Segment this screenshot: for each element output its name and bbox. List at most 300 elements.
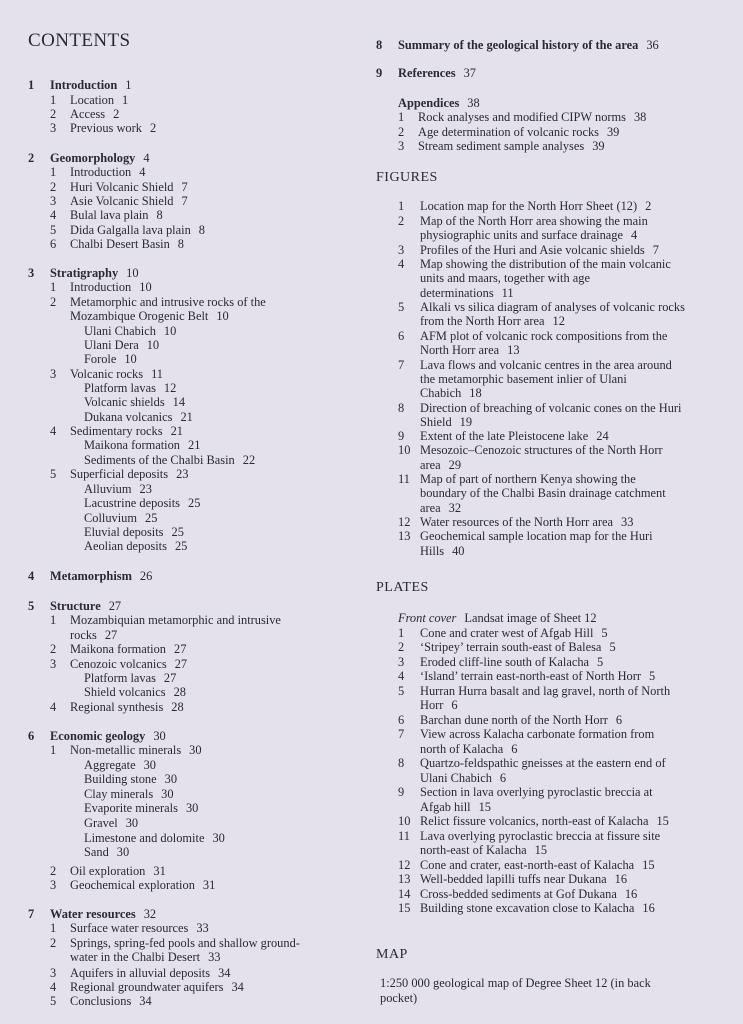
entry-title: Aquifers in alluvial deposits	[70, 966, 211, 980]
contents-entry	[50, 194, 188, 209]
plate-title: Afgab hill	[420, 800, 471, 814]
entry-page-number: 21	[188, 438, 201, 452]
entry-page-number: 30	[189, 743, 202, 757]
entry-page-number: 7	[181, 180, 188, 194]
entry-page-number: 39	[606, 125, 620, 139]
plate-entry	[398, 858, 655, 873]
contents-entry	[50, 424, 183, 439]
contents-entry	[50, 921, 209, 936]
entry-number: 2	[50, 864, 57, 878]
figure-title: units and maars, together with age	[420, 271, 590, 285]
entry-title: rocks	[70, 628, 97, 642]
plate-entry	[398, 727, 654, 742]
figure-entry	[398, 358, 672, 373]
figure-page-number: 7	[652, 243, 659, 257]
figure-page-number: 32	[448, 501, 462, 515]
entry-number: 6	[50, 237, 57, 251]
plate-page-number: 5	[649, 669, 656, 683]
plate-entry	[420, 742, 517, 757]
entry-title: Stratigraphy	[50, 266, 119, 280]
figure-title: AFM plot of volcanic rock compositions from the	[420, 329, 668, 343]
entry-title: Ulani Dera	[84, 338, 139, 352]
plate-title: Cross-bedded sediments at Gof Dukana	[420, 887, 617, 901]
figure-title: Map of part of northern Kenya showing the	[420, 472, 636, 486]
entry-title: Bulal lava plain	[70, 208, 149, 222]
figure-entry	[420, 544, 465, 559]
entry-title: Building stone	[84, 772, 157, 786]
entry-page-number: 14	[172, 395, 186, 409]
entry-number: 2	[50, 936, 57, 950]
entry-title: Metamorphic and intrusive rocks of the	[70, 295, 266, 309]
figure-entry	[398, 429, 609, 444]
plate-page-number: 6	[615, 713, 623, 727]
entry-number: 2	[398, 125, 405, 139]
entry-number: 4	[50, 424, 57, 438]
entry-number: 5	[50, 994, 57, 1008]
figure-title: Chabich	[420, 386, 462, 400]
contents-entry	[70, 309, 229, 324]
plates-heading: PLATES	[376, 580, 429, 595]
entry-title: Sediments of the Chalbi Basin	[84, 453, 235, 467]
figure-title: Location map for the North Horr Sheet (12)	[420, 199, 638, 213]
figure-title: area	[420, 501, 441, 515]
entry-title: Stream sediment sample analyses	[418, 139, 585, 153]
plate-entry	[398, 640, 616, 655]
figure-entry	[420, 458, 461, 473]
entry-number: 2	[50, 642, 57, 656]
figure-title: Map of the North Horr area showing the main	[420, 214, 648, 228]
contents-entry	[84, 453, 255, 468]
entry-number: 1	[398, 110, 405, 124]
figure-number: 13	[398, 529, 411, 543]
entry-title: Eluvial deposits	[84, 525, 164, 539]
plate-page-number: 5	[601, 626, 608, 640]
figure-page-number: 2	[645, 199, 652, 213]
contents-entry	[50, 743, 202, 758]
entry-page-number: 31	[202, 878, 216, 892]
figure-page-number: 18	[469, 386, 482, 400]
entry-page-number: 25	[188, 496, 201, 510]
entry-title: Superficial deposits	[70, 467, 169, 481]
plate-page-number: 15	[642, 858, 655, 872]
entry-number: 3	[50, 657, 57, 671]
plate-title: Horr	[420, 698, 444, 712]
plate-entry	[398, 785, 653, 800]
figure-title: Alkali vs silica diagram of analyses of volcanic rocks	[420, 300, 685, 314]
plate-title: Cone and crater, east-north-east of Kalacha	[420, 858, 635, 872]
plate-title: ‘Stripey’ terrain south-east of Balesa	[420, 640, 602, 654]
entry-page-number: 27	[174, 642, 187, 656]
plate-page-number: 5	[609, 640, 616, 654]
map-title: 1:250 000 geological map of Degree Sheet 12 (in back	[380, 976, 651, 990]
figure-title: Direction of breaching of volcanic cones on the Huri	[420, 401, 682, 415]
entry-title: Asie Volcanic Shield	[70, 194, 174, 208]
figure-title: Map showing the distribution of the main volcanic	[420, 257, 671, 271]
entry-title: Ulani Chabich	[84, 324, 156, 338]
figure-number: 5	[398, 300, 405, 314]
figure-title: Shield	[420, 415, 452, 429]
entry-number: 2	[50, 295, 57, 309]
plate-page-number: 6	[511, 742, 518, 756]
entry-number: 5	[28, 599, 35, 613]
figure-entry	[398, 199, 651, 214]
plate-number: 15	[398, 901, 411, 915]
entry-title: Clay minerals	[84, 787, 154, 801]
entry-number: 1	[50, 613, 57, 627]
plate-page-number: 6	[499, 771, 507, 785]
entry-title: Shield volcanics	[84, 685, 166, 699]
contents-entry	[28, 599, 121, 614]
plate-title: Section in lava overlying pyroclastic breccia at	[420, 785, 653, 799]
figure-title: Hills	[420, 544, 445, 558]
figure-entry	[420, 286, 514, 301]
entry-title: Surface water resources	[70, 921, 189, 935]
entry-title: Appendices	[398, 96, 460, 110]
entry-page-number: 12	[163, 381, 177, 395]
contents-entry	[50, 994, 152, 1009]
figure-page-number: 33	[621, 515, 634, 529]
contents-entry	[84, 772, 177, 787]
entry-number: 5	[50, 467, 57, 481]
plate-entry	[398, 655, 603, 670]
entry-number: 3	[50, 367, 57, 381]
entry-page-number: 27	[104, 628, 118, 642]
contents-entry	[84, 410, 193, 425]
plate-entry	[398, 872, 627, 887]
contents-entry	[398, 110, 646, 125]
contents-entry	[84, 816, 138, 831]
contents-entry	[84, 845, 129, 860]
figure-number: 9	[398, 429, 405, 443]
entry-page-number: 31	[153, 864, 166, 878]
entry-number: 3	[28, 266, 35, 280]
entry-page-number: 10	[146, 338, 160, 352]
figure-page-number: 40	[452, 544, 465, 558]
figure-entry	[420, 271, 590, 286]
contents-entry	[50, 93, 128, 108]
entry-page-number: 11	[151, 367, 163, 381]
entry-title: Introduction	[50, 78, 118, 92]
contents-entry	[50, 180, 188, 195]
contents-entry	[84, 787, 174, 802]
entry-title: Volcanic rocks	[70, 367, 144, 381]
plate-number: 14	[398, 887, 411, 901]
entry-page-number: 10	[124, 352, 137, 366]
plate-page-number: 16	[614, 872, 628, 886]
plate-entry	[420, 800, 491, 815]
entry-number: 3	[50, 966, 57, 980]
contents-entry	[84, 831, 225, 846]
contents-entry	[50, 280, 152, 295]
entry-title: Introduction	[70, 280, 132, 294]
entry-title: Previous work	[70, 121, 142, 135]
entry-title: Dida Galgalla lava plain	[70, 223, 191, 237]
entry-title: Colluvium	[84, 511, 138, 525]
entry-page-number: 21	[170, 424, 183, 438]
entry-page-number: 34	[231, 980, 244, 994]
plate-page-number: 15	[656, 814, 669, 828]
contents-entry	[70, 628, 117, 643]
page-title: CONTENTS	[28, 30, 131, 51]
plate-entry	[398, 611, 597, 626]
contents-entry	[84, 525, 184, 540]
figure-entry	[398, 300, 685, 315]
plate-number: Front cover	[398, 611, 457, 625]
plate-number: 2	[398, 640, 405, 654]
contents-entry	[50, 613, 281, 628]
entry-page-number: 36	[646, 38, 659, 52]
plate-page-number: 15	[534, 843, 548, 857]
contents-entry	[84, 482, 152, 497]
entry-title: Geochemical exploration	[70, 878, 195, 892]
figure-number: 2	[398, 214, 405, 228]
entry-page-number: 22	[242, 453, 256, 467]
entry-number: 8	[376, 38, 383, 52]
entry-page-number: 37	[463, 66, 476, 80]
entry-number: 7	[28, 907, 35, 921]
figure-page-number: 12	[552, 314, 565, 328]
contents-entry	[84, 496, 200, 511]
figure-page-number: 19	[459, 415, 473, 429]
entry-title: Introduction	[70, 165, 132, 179]
entry-page-number: 30	[143, 758, 156, 772]
figure-entry	[398, 243, 659, 258]
contents-entry	[50, 208, 163, 223]
figure-entry	[398, 401, 682, 416]
entry-page-number: 26	[139, 569, 153, 583]
entry-title: Dukana volcanics	[84, 410, 173, 424]
entry-number: 4	[28, 569, 35, 583]
entry-title: Rock analyses and modified CIPW norms	[418, 110, 626, 124]
plate-page-number: 5	[597, 655, 604, 669]
contents-entry	[84, 511, 157, 526]
entry-page-number: 4	[143, 151, 150, 165]
contents-entry	[50, 864, 166, 879]
entry-page-number: 23	[139, 482, 152, 496]
plate-title: ‘Island’ terrain east-north-east of North Horr	[420, 669, 641, 683]
entry-title: Aeolian deposits	[84, 539, 167, 553]
plate-title: Lava overlying pyroclastic breccia at fissure site	[420, 829, 661, 843]
plate-entry	[398, 684, 670, 699]
plate-title: Well-bedded lapilli tuffs near Dukana	[420, 872, 607, 886]
entry-title: Summary of the geological history of the area	[398, 38, 639, 52]
plate-entry	[398, 756, 666, 771]
contents-entry	[84, 338, 159, 353]
plate-entry	[420, 698, 458, 713]
plate-number: 10	[398, 814, 411, 828]
plate-entry	[398, 713, 622, 728]
entry-page-number: 32	[143, 907, 157, 921]
figure-number: 8	[398, 401, 405, 415]
entry-number: 6	[28, 729, 35, 743]
entry-title: Mozambique Orogenic Belt	[70, 309, 209, 323]
figure-entry	[398, 529, 653, 544]
entry-page-number: 30	[125, 816, 139, 830]
entry-number: 3	[50, 121, 57, 135]
figure-title: Lava flows and volcanic centres in the area around	[420, 358, 672, 372]
figure-page-number: 24	[596, 429, 609, 443]
entry-number: 4	[50, 700, 57, 714]
contents-entry	[84, 381, 176, 396]
figure-entry	[420, 415, 472, 430]
entry-page-number: 2	[149, 121, 157, 135]
contents-entry	[376, 38, 659, 53]
entry-page-number: 27	[108, 599, 122, 613]
entry-title: Chalbi Desert Basin	[70, 237, 170, 251]
entry-page-number: 38	[633, 110, 647, 124]
entry-title: water in the Chalbi Desert	[70, 950, 201, 964]
figure-title: the metamorphic basement inlier of Ulani	[420, 372, 627, 386]
entry-title: Economic geology	[50, 729, 146, 743]
figure-page-number: 11	[501, 286, 514, 300]
plate-entry	[398, 901, 655, 916]
figure-title: Geochemical sample location map for the Huri	[420, 529, 653, 543]
entry-title: Platform lavas	[84, 671, 156, 685]
entry-title: Sand	[84, 845, 109, 859]
figure-number: 4	[398, 257, 405, 271]
entry-page-number: 25	[174, 539, 188, 553]
contents-entry	[50, 237, 184, 252]
entry-page-number: 8	[198, 223, 205, 237]
entry-title: Conclusions	[70, 994, 132, 1008]
entry-page-number: 30	[161, 787, 174, 801]
entry-number: 1	[50, 743, 57, 757]
entry-number: 1	[50, 280, 57, 294]
plate-title: View across Kalacha carbonate formation from	[420, 727, 655, 741]
plate-title: Hurran Hurra basalt and lag gravel, north of North	[420, 684, 671, 698]
entry-page-number: 25	[171, 525, 184, 539]
plate-number: 7	[398, 727, 405, 741]
entry-number: 2	[50, 180, 57, 194]
plate-entry	[398, 626, 608, 641]
entry-number: 9	[376, 66, 383, 80]
figure-title: physiographic units and surface drainage	[420, 228, 623, 242]
entry-page-number: 28	[171, 700, 184, 714]
entry-page-number: 8	[156, 208, 163, 222]
plate-number: 9	[398, 785, 405, 799]
entry-title: Maikona formation	[84, 438, 181, 452]
entry-page-number: 34	[218, 966, 231, 980]
plate-page-number: 16	[624, 887, 638, 901]
figure-number: 6	[398, 329, 405, 343]
entry-number: 2	[50, 107, 57, 121]
entry-page-number: 23	[176, 467, 189, 481]
figure-number: 10	[398, 443, 411, 457]
map-entry	[380, 976, 651, 991]
map-title: pocket)	[380, 991, 418, 1005]
contents-entry	[50, 107, 119, 122]
figure-page-number: 4	[631, 228, 638, 242]
plate-entry	[398, 814, 669, 829]
contents-entry	[50, 642, 186, 657]
figure-entry	[420, 343, 520, 358]
contents-entry	[84, 395, 185, 410]
entry-number: 4	[50, 208, 57, 222]
entry-title: Gravel	[84, 816, 118, 830]
contents-entry	[50, 878, 215, 893]
entry-title: Alluvium	[84, 482, 132, 496]
contents-entry	[28, 78, 131, 93]
plate-number: 13	[398, 872, 411, 886]
entry-title: Maikona formation	[70, 642, 167, 656]
entry-page-number: 1	[122, 93, 129, 107]
plate-page-number: 16	[642, 901, 655, 915]
plate-entry	[398, 829, 660, 844]
entry-title: Aggregate	[84, 758, 136, 772]
entry-page-number: 8	[177, 237, 184, 251]
plate-number: 8	[398, 756, 405, 770]
contents-entry	[84, 539, 187, 554]
contents-entry	[398, 96, 480, 111]
entry-page-number: 33	[196, 921, 209, 935]
plate-page-number: 6	[451, 698, 458, 712]
entry-number: 2	[28, 151, 35, 165]
contents-entry	[50, 980, 244, 995]
figure-number: 11	[398, 472, 410, 486]
plate-title: Building stone excavation close to Kalacha	[420, 901, 635, 915]
figure-title: North Horr area	[420, 343, 500, 357]
plate-title: Relict fissure volcanics, north-east of Kalacha	[420, 814, 649, 828]
contents-entry	[398, 125, 619, 140]
entry-title: Platform lavas	[84, 381, 156, 395]
contents-entry	[84, 324, 176, 339]
entry-title: Cenozoic volcanics	[70, 657, 167, 671]
contents-entry	[50, 936, 300, 951]
contents-entry	[28, 569, 152, 584]
plate-number: 4	[398, 669, 405, 683]
entry-page-number: 10	[163, 324, 177, 338]
figure-entry	[420, 501, 461, 516]
plate-number: 12	[398, 858, 411, 872]
contents-entry	[84, 801, 198, 816]
entry-number: 4	[50, 980, 57, 994]
contents-entry	[70, 950, 220, 965]
entry-page-number: 34	[139, 994, 152, 1008]
plate-number: 6	[398, 713, 405, 727]
figure-entry	[420, 314, 565, 329]
entry-title: Forole	[84, 352, 117, 366]
entry-page-number: 30	[116, 845, 130, 859]
plate-title: Barchan dune north of the North Horr	[420, 713, 608, 727]
entry-page-number: 30	[153, 729, 166, 743]
entry-page-number: 28	[173, 685, 186, 699]
plate-entry	[420, 843, 547, 858]
figure-title: Profiles of the Huri and Asie volcanic shields	[420, 243, 645, 257]
entry-page-number: 38	[467, 96, 480, 110]
entry-page-number: 1	[125, 78, 132, 92]
figure-title: from the North Horr area	[420, 314, 545, 328]
entry-title: Geomorphology	[50, 151, 136, 165]
entry-number: 1	[50, 165, 57, 179]
contents-entry	[50, 223, 205, 238]
entry-title: Springs, spring-fed pools and shallow ground-	[70, 936, 300, 950]
figure-number: 12	[398, 515, 411, 529]
figure-number: 3	[398, 243, 405, 257]
figure-title: Water resources of the North Horr area	[420, 515, 614, 529]
figure-entry	[398, 443, 663, 458]
entry-page-number: 4	[139, 165, 146, 179]
contents-entry	[28, 151, 150, 166]
figure-number: 1	[398, 199, 405, 213]
contents-entry	[28, 266, 139, 281]
entry-page-number: 33	[208, 950, 221, 964]
entry-number: 1	[28, 78, 35, 92]
contents-entry	[50, 700, 184, 715]
entry-page-number: 21	[180, 410, 193, 424]
entry-page-number: 7	[181, 194, 188, 208]
figure-page-number: 13	[507, 343, 520, 357]
plate-page-number: 15	[478, 800, 491, 814]
